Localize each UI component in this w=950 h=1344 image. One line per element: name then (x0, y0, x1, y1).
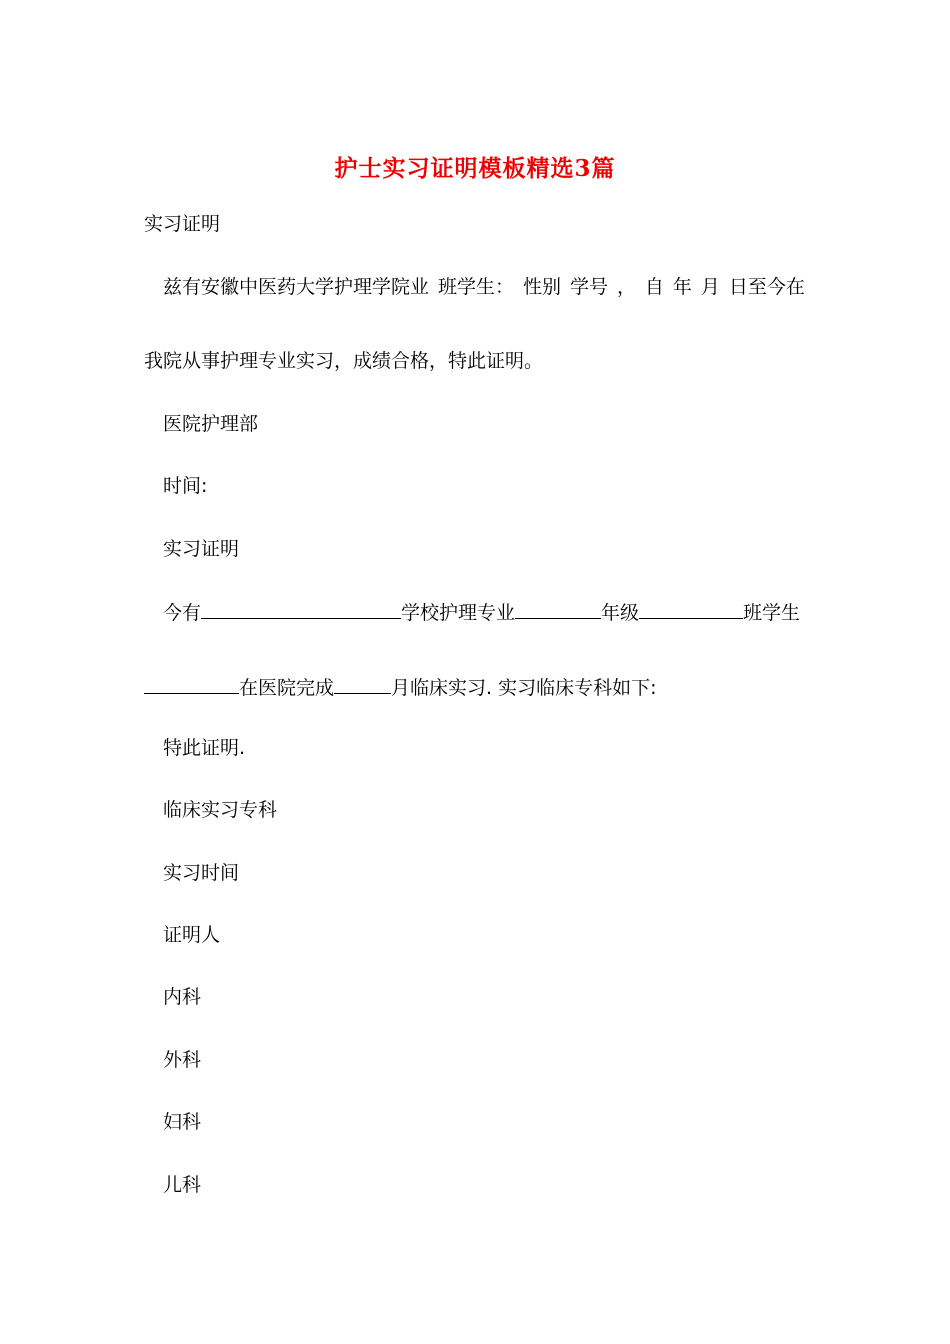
paragraph-2-part: 学校护理专业 (401, 602, 516, 624)
specialty-item: 妇科 (163, 1111, 202, 1133)
fill-blank-grade (515, 598, 601, 619)
paragraph-2-part: 年级 (601, 602, 640, 624)
paragraph-1 (163, 274, 805, 300)
specialty-item: 外科 (163, 1049, 202, 1071)
paragraph-2-cont-part: 月临床实习. 实习临床专科如下: (391, 677, 657, 699)
header-witness: 证明人 (163, 924, 221, 946)
paragraph-1-continuation: 我院从事护理专业实习，成绩合格，特此证明。 (144, 350, 544, 372)
paragraph-1-part: 性别 (522, 276, 561, 298)
paragraph-1-part: ， (616, 276, 636, 298)
fill-blank-school (201, 598, 401, 619)
paragraph-2-part: 班学生 (743, 602, 801, 624)
signer-department: 医院护理部 (163, 413, 259, 435)
paragraph-1-part: 自 (644, 276, 664, 298)
header-specialty: 临床实习专科 (163, 799, 278, 821)
fill-blank-class (639, 598, 743, 619)
specialty-item: 内科 (163, 986, 202, 1008)
paragraph-2 (163, 598, 800, 626)
section-heading-2: 实习证明 (163, 538, 240, 560)
paragraph-1-part: 学号 (569, 276, 608, 298)
time-label: 时间: (163, 475, 208, 497)
paragraph-1-part: 班学生： (437, 276, 514, 298)
certify-text: 特此证明. (163, 737, 246, 759)
paragraph-1-part: 兹有安徽中医药大学护理学院业 (163, 276, 430, 298)
header-period: 实习时间 (163, 862, 240, 884)
paragraph-2-continuation (144, 673, 657, 701)
document-title: 护士实习证明模板精选3篇 (334, 155, 616, 182)
paragraph-1-part: 日至今在 (728, 276, 805, 298)
section-heading-1: 实习证明 (144, 213, 221, 235)
paragraph-2-part: 今有 (163, 602, 202, 624)
specialty-item: 儿科 (163, 1174, 202, 1196)
fill-blank-months (334, 673, 391, 694)
paragraph-2-cont-part: 在医院完成 (239, 677, 335, 699)
paragraph-1-part: 月 (700, 276, 720, 298)
paragraph-1-part: 年 (672, 276, 692, 298)
fill-blank-student (144, 673, 239, 694)
